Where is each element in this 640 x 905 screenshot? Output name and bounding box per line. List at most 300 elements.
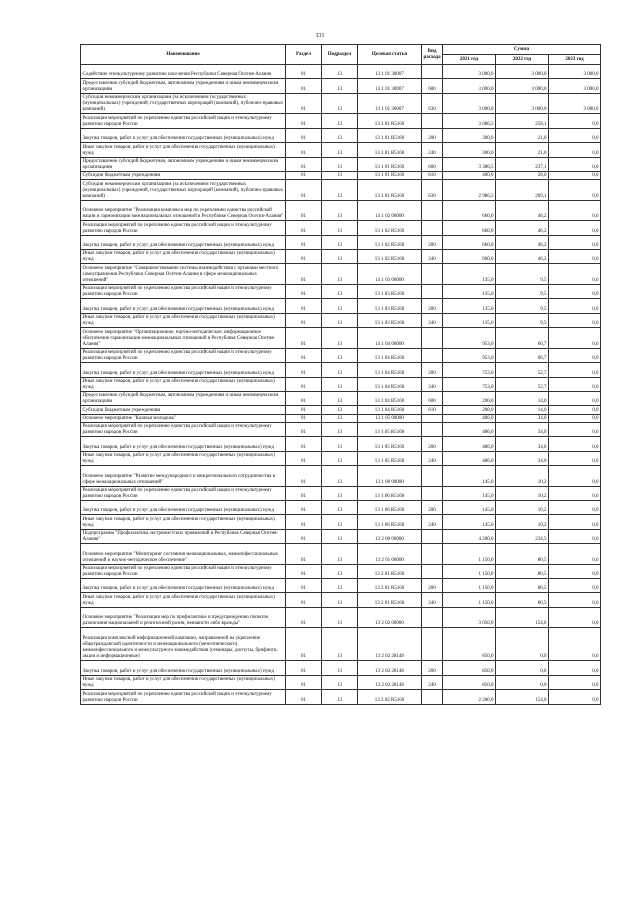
cell-2022: 258,1	[496, 114, 549, 128]
cell-subsection: 13	[322, 200, 358, 221]
cell-2023: 0,0	[549, 285, 601, 299]
header-kind: Вид расхода	[422, 45, 443, 65]
cell-name: Иные закупки товаров, работ и услуг для обеспечения государственных (муниципальных) нужд	[81, 515, 286, 529]
cell-2022: 0,0	[496, 628, 549, 661]
cell-2021: 3 050,0	[443, 607, 496, 628]
cell-name: Иные закупки товаров, работ и услуг для обеспечения государственных (муниципальных) нужд	[81, 313, 286, 327]
cell-kind	[422, 422, 443, 436]
cell-subsection: 13	[322, 180, 358, 201]
header-2023: 2023 год	[549, 55, 601, 65]
cell-kind: 600	[422, 79, 443, 93]
cell-subsection: 13	[322, 515, 358, 529]
cell-kind: 240	[422, 451, 443, 465]
table-row	[81, 465, 601, 486]
cell-2021: 953,0	[443, 328, 496, 349]
cell-name: Реализация мероприятий по укреплению единства российской нации и этнокультурному развитию народов России	[81, 690, 286, 704]
cell-section: 01	[286, 451, 322, 465]
cell-2021: 660,0	[443, 200, 496, 221]
cell-2021: 660,0	[443, 235, 496, 249]
cell-2023: 0,0	[549, 437, 601, 451]
cell-subsection: 13	[322, 171, 358, 179]
cell-subsection: 13	[322, 313, 358, 327]
cell-section: 01	[286, 143, 322, 157]
cell-section: 01	[286, 628, 322, 661]
table-row	[81, 437, 601, 451]
cell-subsection: 13	[322, 628, 358, 661]
cell-kind: 200	[422, 299, 443, 313]
cell-section: 01	[286, 180, 322, 201]
cell-target: 13 2 02 28148	[358, 628, 422, 661]
cell-2021: 145,0	[443, 465, 496, 486]
cell-name: Иные закупки товаров, работ и услуг для обеспечения государственных (муниципальных) нужд	[81, 451, 286, 465]
cell-subsection: 13	[322, 451, 358, 465]
table-row	[81, 171, 601, 179]
cell-2021: 200,0	[443, 392, 496, 406]
cell-name: Закупка товаров, работ и услуг для обеспечения государственных (муниципальных) нужд	[81, 235, 286, 249]
header-target: Целевая статья	[358, 45, 422, 65]
cell-target: 13 1 03 R5160	[358, 313, 422, 327]
cell-2023: 0,0	[549, 348, 601, 362]
cell-subsection: 13	[322, 406, 358, 414]
cell-section: 01	[286, 564, 322, 578]
header-sum: Сумма	[443, 45, 601, 55]
cell-subsection: 13	[322, 392, 358, 406]
cell-target: 13 1 02 R5160	[358, 221, 422, 235]
cell-2023: 0,0	[549, 143, 601, 157]
cell-kind: 200	[422, 661, 443, 675]
cell-subsection: 13	[322, 93, 358, 114]
cell-subsection: 13	[322, 500, 358, 514]
table-row	[81, 299, 601, 313]
table-row	[81, 264, 601, 285]
cell-kind: 610	[422, 171, 443, 179]
table-row	[81, 348, 601, 362]
cell-section: 01	[286, 128, 322, 142]
table-row	[81, 392, 601, 406]
cell-section: 01	[286, 377, 322, 391]
table-row	[81, 486, 601, 500]
cell-subsection: 13	[322, 564, 358, 578]
cell-section: 01	[286, 544, 322, 565]
cell-target: 13 2 02 28148	[358, 661, 422, 675]
cell-kind: 200	[422, 128, 443, 142]
cell-2022: 9,5	[496, 299, 549, 313]
cell-kind	[422, 264, 443, 285]
cell-2022: 14,0	[496, 406, 549, 414]
cell-2022: 10,2	[496, 500, 549, 514]
cell-section: 01	[286, 392, 322, 406]
table-row	[81, 143, 601, 157]
cell-kind	[422, 285, 443, 299]
cell-section: 01	[286, 348, 322, 362]
table-row	[81, 157, 601, 171]
cell-kind: 630	[422, 93, 443, 114]
cell-2021: 486,0	[443, 451, 496, 465]
table-row	[81, 235, 601, 249]
cell-2021: 850,0	[443, 675, 496, 689]
cell-2021: 135,0	[443, 313, 496, 327]
cell-kind	[422, 114, 443, 128]
cell-section: 01	[286, 79, 322, 93]
cell-kind: 610	[422, 406, 443, 414]
table-row	[81, 690, 601, 704]
cell-name: Реализация мероприятий по укреплению единства российской нации и этнокультурному развитию народов России	[81, 348, 286, 362]
table-row	[81, 579, 601, 593]
cell-subsection: 13	[322, 285, 358, 299]
table-row	[81, 363, 601, 377]
table-row	[81, 250, 601, 264]
cell-kind: 600	[422, 392, 443, 406]
cell-2022: 34,0	[496, 414, 549, 422]
cell-section: 01	[286, 675, 322, 689]
cell-2022: 154,0	[496, 690, 549, 704]
cell-name: Реализация мероприятий по укреплению единства российской нации и этнокультурному развитию народов России	[81, 285, 286, 299]
cell-2023: 0,0	[549, 377, 601, 391]
cell-target: 13 1 04 R5160	[358, 392, 422, 406]
cell-kind: 240	[422, 593, 443, 607]
cell-2021: 300,0	[443, 128, 496, 142]
cell-kind	[422, 544, 443, 565]
cell-kind: 240	[422, 313, 443, 327]
cell-2023: 0,0	[549, 328, 601, 349]
cell-2022: 52,7	[496, 363, 549, 377]
cell-2021: 3 000,0	[443, 79, 496, 93]
cell-kind	[422, 65, 443, 79]
cell-2023: 0,0	[549, 392, 601, 406]
budget-table	[80, 44, 601, 705]
cell-target: 13 1 01 R5160	[358, 128, 422, 142]
cell-name: Реализация мероприятий по укреплению единства российской нации и этнокультурному развитию народов России	[81, 422, 286, 436]
cell-2023: 0,0	[549, 264, 601, 285]
cell-2023: 0,0	[549, 465, 601, 486]
cell-2021: 3 386,5	[443, 157, 496, 171]
cell-section: 01	[286, 500, 322, 514]
cell-subsection: 13	[322, 414, 358, 422]
page-number: 331	[315, 33, 325, 39]
cell-kind	[422, 465, 443, 486]
cell-2022: 3 000,0	[496, 93, 549, 114]
cell-name: Основное мероприятие "Мониторинг состояния межнациональных, межконфессиональных отношений и научно-методическое обеспечение"	[81, 544, 286, 565]
cell-subsection: 13	[322, 690, 358, 704]
cell-2021: 2 200,0	[443, 690, 496, 704]
cell-2021: 3 686,5	[443, 114, 496, 128]
cell-target: 13 1 04 R5160	[358, 377, 422, 391]
cell-2022: 21,0	[496, 128, 549, 142]
cell-2023: 0,0	[549, 579, 601, 593]
cell-section: 01	[286, 264, 322, 285]
cell-2022: 34,0	[496, 451, 549, 465]
cell-2023: 0,0	[549, 690, 601, 704]
cell-2023: 0,0	[549, 661, 601, 675]
cell-2021: 753,0	[443, 377, 496, 391]
cell-target: 13 1 01 R5160	[358, 180, 422, 201]
cell-name: Реализация комплексной информационной кампании, направленной на укрепление общегражданской идентичности и межнационального (межэтнического), межконфессионального и межкультурного взаимодействия (семинары, диспуты, брифинги, акции и информационные)	[81, 628, 286, 661]
cell-2023: 3 000,0	[549, 65, 601, 79]
cell-name: Предоставление субсидий бюджетным, автономным учреждениям и иным некоммерческим организациям	[81, 157, 286, 171]
cell-2022: 3 000,0	[496, 65, 549, 79]
cell-subsection: 13	[322, 607, 358, 628]
cell-subsection: 13	[322, 157, 358, 171]
cell-2023: 0,0	[549, 414, 601, 422]
cell-section: 01	[286, 200, 322, 221]
cell-2022: 80,5	[496, 564, 549, 578]
cell-2021: 1 150,0	[443, 593, 496, 607]
cell-name: Иные закупки товаров, работ и услуг для обеспечения государственных (муниципальных) нужд	[81, 593, 286, 607]
cell-section: 01	[286, 328, 322, 349]
cell-name: Реализация мероприятий по укреплению единства российской нации и этнокультурному развитию народов России	[81, 221, 286, 235]
cell-target: 13 2 01 00000	[358, 544, 422, 565]
cell-2021: 486,0	[443, 414, 496, 422]
table-row	[81, 93, 601, 114]
cell-kind: 630	[422, 180, 443, 201]
table-row	[81, 564, 601, 578]
table-row	[81, 377, 601, 391]
table-row	[81, 675, 601, 689]
cell-2023: 0,0	[549, 607, 601, 628]
cell-2023: 0,0	[549, 171, 601, 179]
cell-name: Субсидии бюджетным учреждениям	[81, 406, 286, 414]
cell-subsection: 13	[322, 465, 358, 486]
cell-2021: 145,0	[443, 515, 496, 529]
cell-name: Иные закупки товаров, работ и услуг для обеспечения государственных (муниципальных) нужд	[81, 377, 286, 391]
cell-name: Иные закупки товаров, работ и услуг для обеспечения государственных (муниципальных) нужд	[81, 143, 286, 157]
cell-target: 13 1 02 R5160	[358, 250, 422, 264]
cell-2023: 0,0	[549, 128, 601, 142]
table-row	[81, 500, 601, 514]
cell-2022: 34,0	[496, 437, 549, 451]
cell-2021: 1 150,0	[443, 544, 496, 565]
cell-name: Основное мероприятие "Казачья молодежь"	[81, 414, 286, 422]
cell-section: 01	[286, 593, 322, 607]
cell-section: 01	[286, 221, 322, 235]
cell-2023: 0,0	[549, 500, 601, 514]
table-row	[81, 661, 601, 675]
table-row	[81, 451, 601, 465]
table-row	[81, 285, 601, 299]
header-name: Наименование	[81, 45, 286, 65]
cell-2023: 0,0	[549, 299, 601, 313]
cell-target: 13 1 03 R5160	[358, 299, 422, 313]
cell-subsection: 13	[322, 579, 358, 593]
cell-name: Закупка товаров, работ и услуг для обеспечения государственных (муниципальных) нужд	[81, 661, 286, 675]
cell-kind: 240	[422, 143, 443, 157]
cell-kind: 600	[422, 157, 443, 171]
cell-section: 01	[286, 157, 322, 171]
cell-2022: 10,2	[496, 465, 549, 486]
cell-2023: 0,0	[549, 564, 601, 578]
cell-subsection: 13	[322, 661, 358, 675]
cell-target: 13 1 04 R5160	[358, 363, 422, 377]
cell-target: 13 1 01 30007	[358, 93, 422, 114]
cell-kind	[422, 529, 443, 543]
cell-kind: 200	[422, 500, 443, 514]
cell-2023: 0,0	[549, 451, 601, 465]
cell-2022: 9,5	[496, 313, 549, 327]
cell-name: Закупка товаров, работ и услуг для обеспечения государственных (муниципальных) нужд	[81, 500, 286, 514]
cell-2022: 14,0	[496, 392, 549, 406]
cell-name: Основное мероприятие "Развитие международного и межрегионального сотрудничества в сфере межнациональных отношений"	[81, 465, 286, 486]
table-row	[81, 414, 601, 422]
cell-2021: 4 200,0	[443, 529, 496, 543]
cell-target: 13 1 01 R5160	[358, 114, 422, 128]
cell-2023: 0,0	[549, 544, 601, 565]
cell-2022: 52,7	[496, 377, 549, 391]
cell-2023: 0,0	[549, 593, 601, 607]
cell-kind: 200	[422, 235, 443, 249]
cell-name: Основное мероприятие "Совершенствование системы взаимодействия с органами местного самоуправления Республики Северная Осетия-Алания в сфере межнациональных отношений"	[81, 264, 286, 285]
cell-2022: 10,2	[496, 486, 549, 500]
cell-target: 13 1 02 R5160	[358, 235, 422, 249]
cell-kind	[422, 348, 443, 362]
table-row	[81, 180, 601, 201]
table-row	[81, 65, 601, 79]
cell-section: 01	[286, 579, 322, 593]
header-section: Раздел	[286, 45, 322, 65]
cell-2022: 46,2	[496, 235, 549, 249]
cell-2023: 0,0	[549, 515, 601, 529]
cell-2022: 0,0	[496, 675, 549, 689]
cell-2022: 9,5	[496, 285, 549, 299]
cell-target: 13 2 00 00000	[358, 529, 422, 543]
cell-2023: 0,0	[549, 200, 601, 221]
cell-kind	[422, 690, 443, 704]
cell-name: Иные закупки товаров, работ и услуг для обеспечения государственных (муниципальных) нужд	[81, 250, 286, 264]
cell-2022: 28,0	[496, 171, 549, 179]
cell-2022: 154,0	[496, 607, 549, 628]
cell-subsection: 13	[322, 593, 358, 607]
cell-2021: 3 000,0	[443, 93, 496, 114]
cell-2022: 3 000,0	[496, 79, 549, 93]
cell-2022: 66,7	[496, 328, 549, 349]
cell-target: 13 2 02 00000	[358, 607, 422, 628]
cell-2023: 0,0	[549, 675, 601, 689]
table-row	[81, 406, 601, 414]
table-header-row	[81, 45, 601, 55]
cell-subsection: 13	[322, 377, 358, 391]
cell-subsection: 13	[322, 422, 358, 436]
cell-2022: 46,2	[496, 250, 549, 264]
cell-section: 01	[286, 529, 322, 543]
cell-section: 01	[286, 661, 322, 675]
cell-section: 01	[286, 465, 322, 486]
cell-target: 13 1 02 00000	[358, 200, 422, 221]
cell-target: 13 1 01 30007	[358, 65, 422, 79]
cell-2023: 0,0	[549, 529, 601, 543]
cell-2023: 0,0	[549, 114, 601, 128]
cell-target: 13 1 04 R5160	[358, 406, 422, 414]
cell-2021: 135,0	[443, 264, 496, 285]
cell-name: Закупка товаров, работ и услуг для обеспечения государственных (муниципальных) нужд	[81, 437, 286, 451]
cell-2023: 0,0	[549, 221, 601, 235]
cell-name: Закупка товаров, работ и услуг для обеспечения государственных (муниципальных) нужд	[81, 128, 286, 142]
header-2021: 2021 год	[443, 55, 496, 65]
cell-2023: 3 000,0	[549, 93, 601, 114]
cell-2021: 1 150,0	[443, 579, 496, 593]
cell-name: Предоставление субсидий бюджетным, автономным учреждениям и иным некоммерческим организациям	[81, 392, 286, 406]
cell-subsection: 13	[322, 437, 358, 451]
cell-subsection: 13	[322, 348, 358, 362]
cell-name: Иные закупки товаров, работ и услуг для обеспечения государственных (муниципальных) нужд	[81, 675, 286, 689]
cell-2023: 0,0	[549, 406, 601, 414]
cell-section: 01	[286, 422, 322, 436]
table-row	[81, 529, 601, 543]
cell-2021: 135,0	[443, 285, 496, 299]
cell-section: 01	[286, 171, 322, 179]
cell-2021: 1 150,0	[443, 564, 496, 578]
cell-2022: 80,5	[496, 579, 549, 593]
cell-kind	[422, 414, 443, 422]
cell-section: 01	[286, 285, 322, 299]
cell-name: Субсидии некоммерческим организациям (за исключением государственных (муниципальных) учреждений, государственных корпораций (компаний), публично-правовых компаний)	[81, 93, 286, 114]
table-row	[81, 515, 601, 529]
cell-2021: 300,0	[443, 143, 496, 157]
cell-target: 13 1 06 R5160	[358, 515, 422, 529]
cell-name: Субсидии бюджетным учреждениям	[81, 171, 286, 179]
cell-2021: 135,0	[443, 299, 496, 313]
cell-kind	[422, 564, 443, 578]
cell-2022: 10,2	[496, 515, 549, 529]
cell-kind: 240	[422, 515, 443, 529]
cell-subsection: 13	[322, 79, 358, 93]
cell-name: Предоставление субсидий бюджетным, автономным учреждениям и иным некоммерческим организациям	[81, 79, 286, 93]
cell-section: 01	[286, 406, 322, 414]
cell-name: Основное мероприятие "Реализация мер по профилактике и предупреждению попыток разжигания национальной и религиозной розни, ненависти либо вражды"	[81, 607, 286, 628]
cell-kind: 200	[422, 363, 443, 377]
cell-section: 01	[286, 486, 322, 500]
cell-subsection: 13	[322, 299, 358, 313]
cell-subsection: 13	[322, 114, 358, 128]
cell-name: Основное мероприятие "Реализация комплекса мер по укреплению единства российской нации и гармонизации межнациональных отношений в Республике Северная Осетия-Алания"	[81, 200, 286, 221]
cell-kind	[422, 607, 443, 628]
cell-kind	[422, 628, 443, 661]
cell-subsection: 13	[322, 65, 358, 79]
cell-kind: 200	[422, 437, 443, 451]
cell-kind	[422, 328, 443, 349]
cell-section: 01	[286, 690, 322, 704]
cell-subsection: 13	[322, 221, 358, 235]
cell-target: 13 2 01 R5160	[358, 564, 422, 578]
cell-2021: 2 986,5	[443, 180, 496, 201]
cell-section: 01	[286, 250, 322, 264]
cell-2021: 145,0	[443, 486, 496, 500]
cell-2021: 145,0	[443, 500, 496, 514]
cell-section: 01	[286, 437, 322, 451]
cell-2022: 66,7	[496, 348, 549, 362]
cell-subsection: 13	[322, 529, 358, 543]
table-row	[81, 114, 601, 128]
cell-2021: 486,0	[443, 437, 496, 451]
table-row	[81, 593, 601, 607]
cell-name: Подпрограмма "Профилактика экстремистских проявлений в Республике Северная Осетия-Алания"	[81, 529, 286, 543]
cell-subsection: 13	[322, 363, 358, 377]
cell-2021: 200,0	[443, 406, 496, 414]
cell-2023: 0,0	[549, 422, 601, 436]
cell-section: 01	[286, 93, 322, 114]
cell-2022: 46,2	[496, 200, 549, 221]
table-row	[81, 79, 601, 93]
cell-subsection: 13	[322, 143, 358, 157]
cell-2022: 80,5	[496, 544, 549, 565]
cell-2022: 237,1	[496, 157, 549, 171]
cell-subsection: 13	[322, 264, 358, 285]
cell-2022: 21,0	[496, 143, 549, 157]
cell-2022: 209,1	[496, 180, 549, 201]
cell-2023: 0,0	[549, 363, 601, 377]
cell-target: 13 1 03 R5160	[358, 285, 422, 299]
header-2022: 2022 год	[496, 55, 549, 65]
cell-target: 13 1 05 R5160	[358, 451, 422, 465]
table-row	[81, 221, 601, 235]
